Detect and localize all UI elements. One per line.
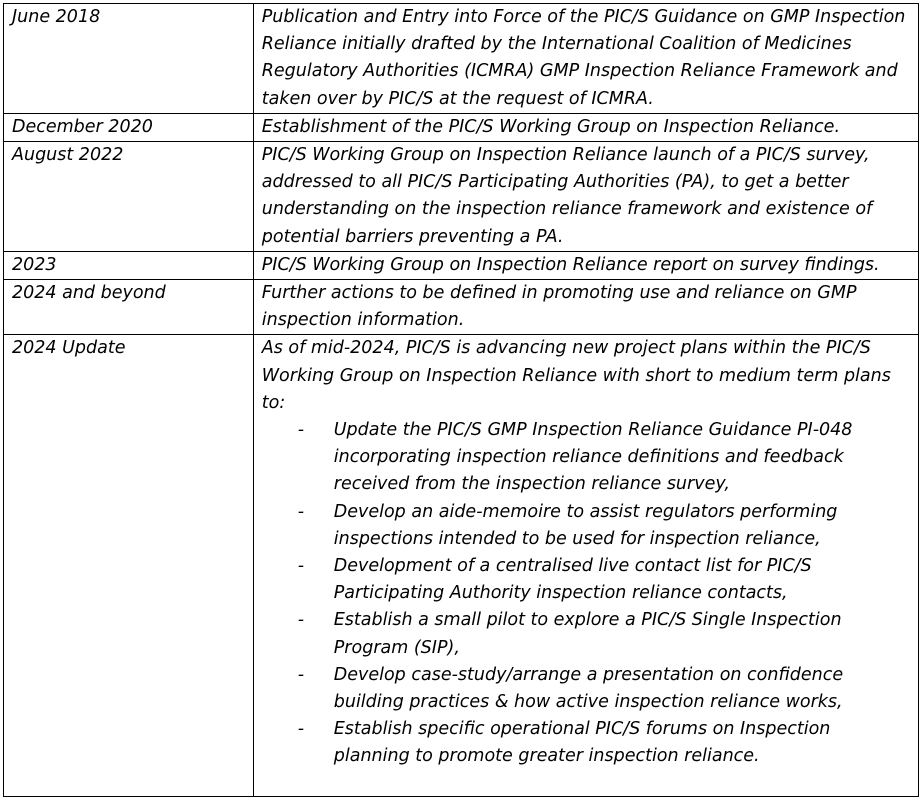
table-row xyxy=(4,142,919,252)
update-intro: As of mid-2024, PIC/S is advancing new project plans within the PIC/S Working Group on Inspection Reliance with short to medium term plans to: xyxy=(261,338,891,413)
table-row xyxy=(4,335,919,796)
row-description: Publication and Entry into Force of the PIC/S Guidance on GMP Inspection Reliance initially drafted by the International Coalition of Medicines Regulatory Authorities (ICMRA) GMP Inspection Reliance Framework and taken over by PIC/S at the request of ICMRA. xyxy=(253,4,918,114)
row-date: 2024 and beyond xyxy=(4,280,254,335)
list-item xyxy=(297,662,910,716)
row-date: August 2022 xyxy=(4,142,254,252)
table-row xyxy=(4,280,919,335)
list-item xyxy=(297,607,910,661)
bullet-dash: - xyxy=(297,719,305,740)
table-row xyxy=(4,251,919,279)
timeline-table xyxy=(3,3,919,797)
bullet-dash: - xyxy=(297,420,305,441)
table-row xyxy=(4,4,919,114)
row-description: Establishment of the PIC/S Working Group on Inspection Reliance. xyxy=(253,113,918,141)
list-item-text: Develop case-study/arrange a presentation on confidence building practices & how active inspection reliance works, xyxy=(333,664,844,713)
list-item xyxy=(297,417,910,499)
list-item-text: Update the PIC/S GMP Inspection Reliance Guidance PI-048 incorporating inspection reliance definitions and feedback received from the inspection reliance survey, xyxy=(333,420,853,495)
list-item xyxy=(297,499,910,553)
cell-spacer xyxy=(262,771,910,796)
table-row xyxy=(4,113,919,141)
bullet-dash: - xyxy=(297,664,305,685)
row-description-update xyxy=(253,335,918,796)
row-date: December 2020 xyxy=(4,113,254,141)
list-item xyxy=(297,716,910,770)
bullet-dash: - xyxy=(297,610,305,631)
row-description: Further actions to be defined in promoting use and reliance on GMP inspection information. xyxy=(253,280,918,335)
update-plan-list xyxy=(262,417,910,771)
list-item xyxy=(297,553,910,607)
bullet-dash: - xyxy=(297,501,305,522)
row-description: PIC/S Working Group on Inspection Reliance launch of a PIC/S survey, addressed to all PIC/S Participating Authorities (PA), to get a better understanding on the inspection reliance framework and existence of potential barriers preventing a PA. xyxy=(253,142,918,252)
list-item-text: Establish a small pilot to explore a PIC/S Single Inspection Program (SIP), xyxy=(333,610,842,658)
list-item-text: Development of a centralised live contact list for PIC/S Participating Authority inspection reliance contacts, xyxy=(333,556,812,604)
row-date: 2024 Update xyxy=(4,335,254,796)
row-date: 2023 xyxy=(4,251,254,279)
bullet-dash: - xyxy=(297,556,305,577)
row-date: June 2018 xyxy=(4,4,254,114)
list-item-text: Develop an aide-memoire to assist regulators performing inspections intended to be used for inspection reliance, xyxy=(333,501,838,549)
row-description: PIC/S Working Group on Inspection Reliance report on survey findings. xyxy=(253,251,918,279)
list-item-text: Establish specific operational PIC/S forums on Inspection planning to promote greater inspection reliance. xyxy=(333,719,831,767)
